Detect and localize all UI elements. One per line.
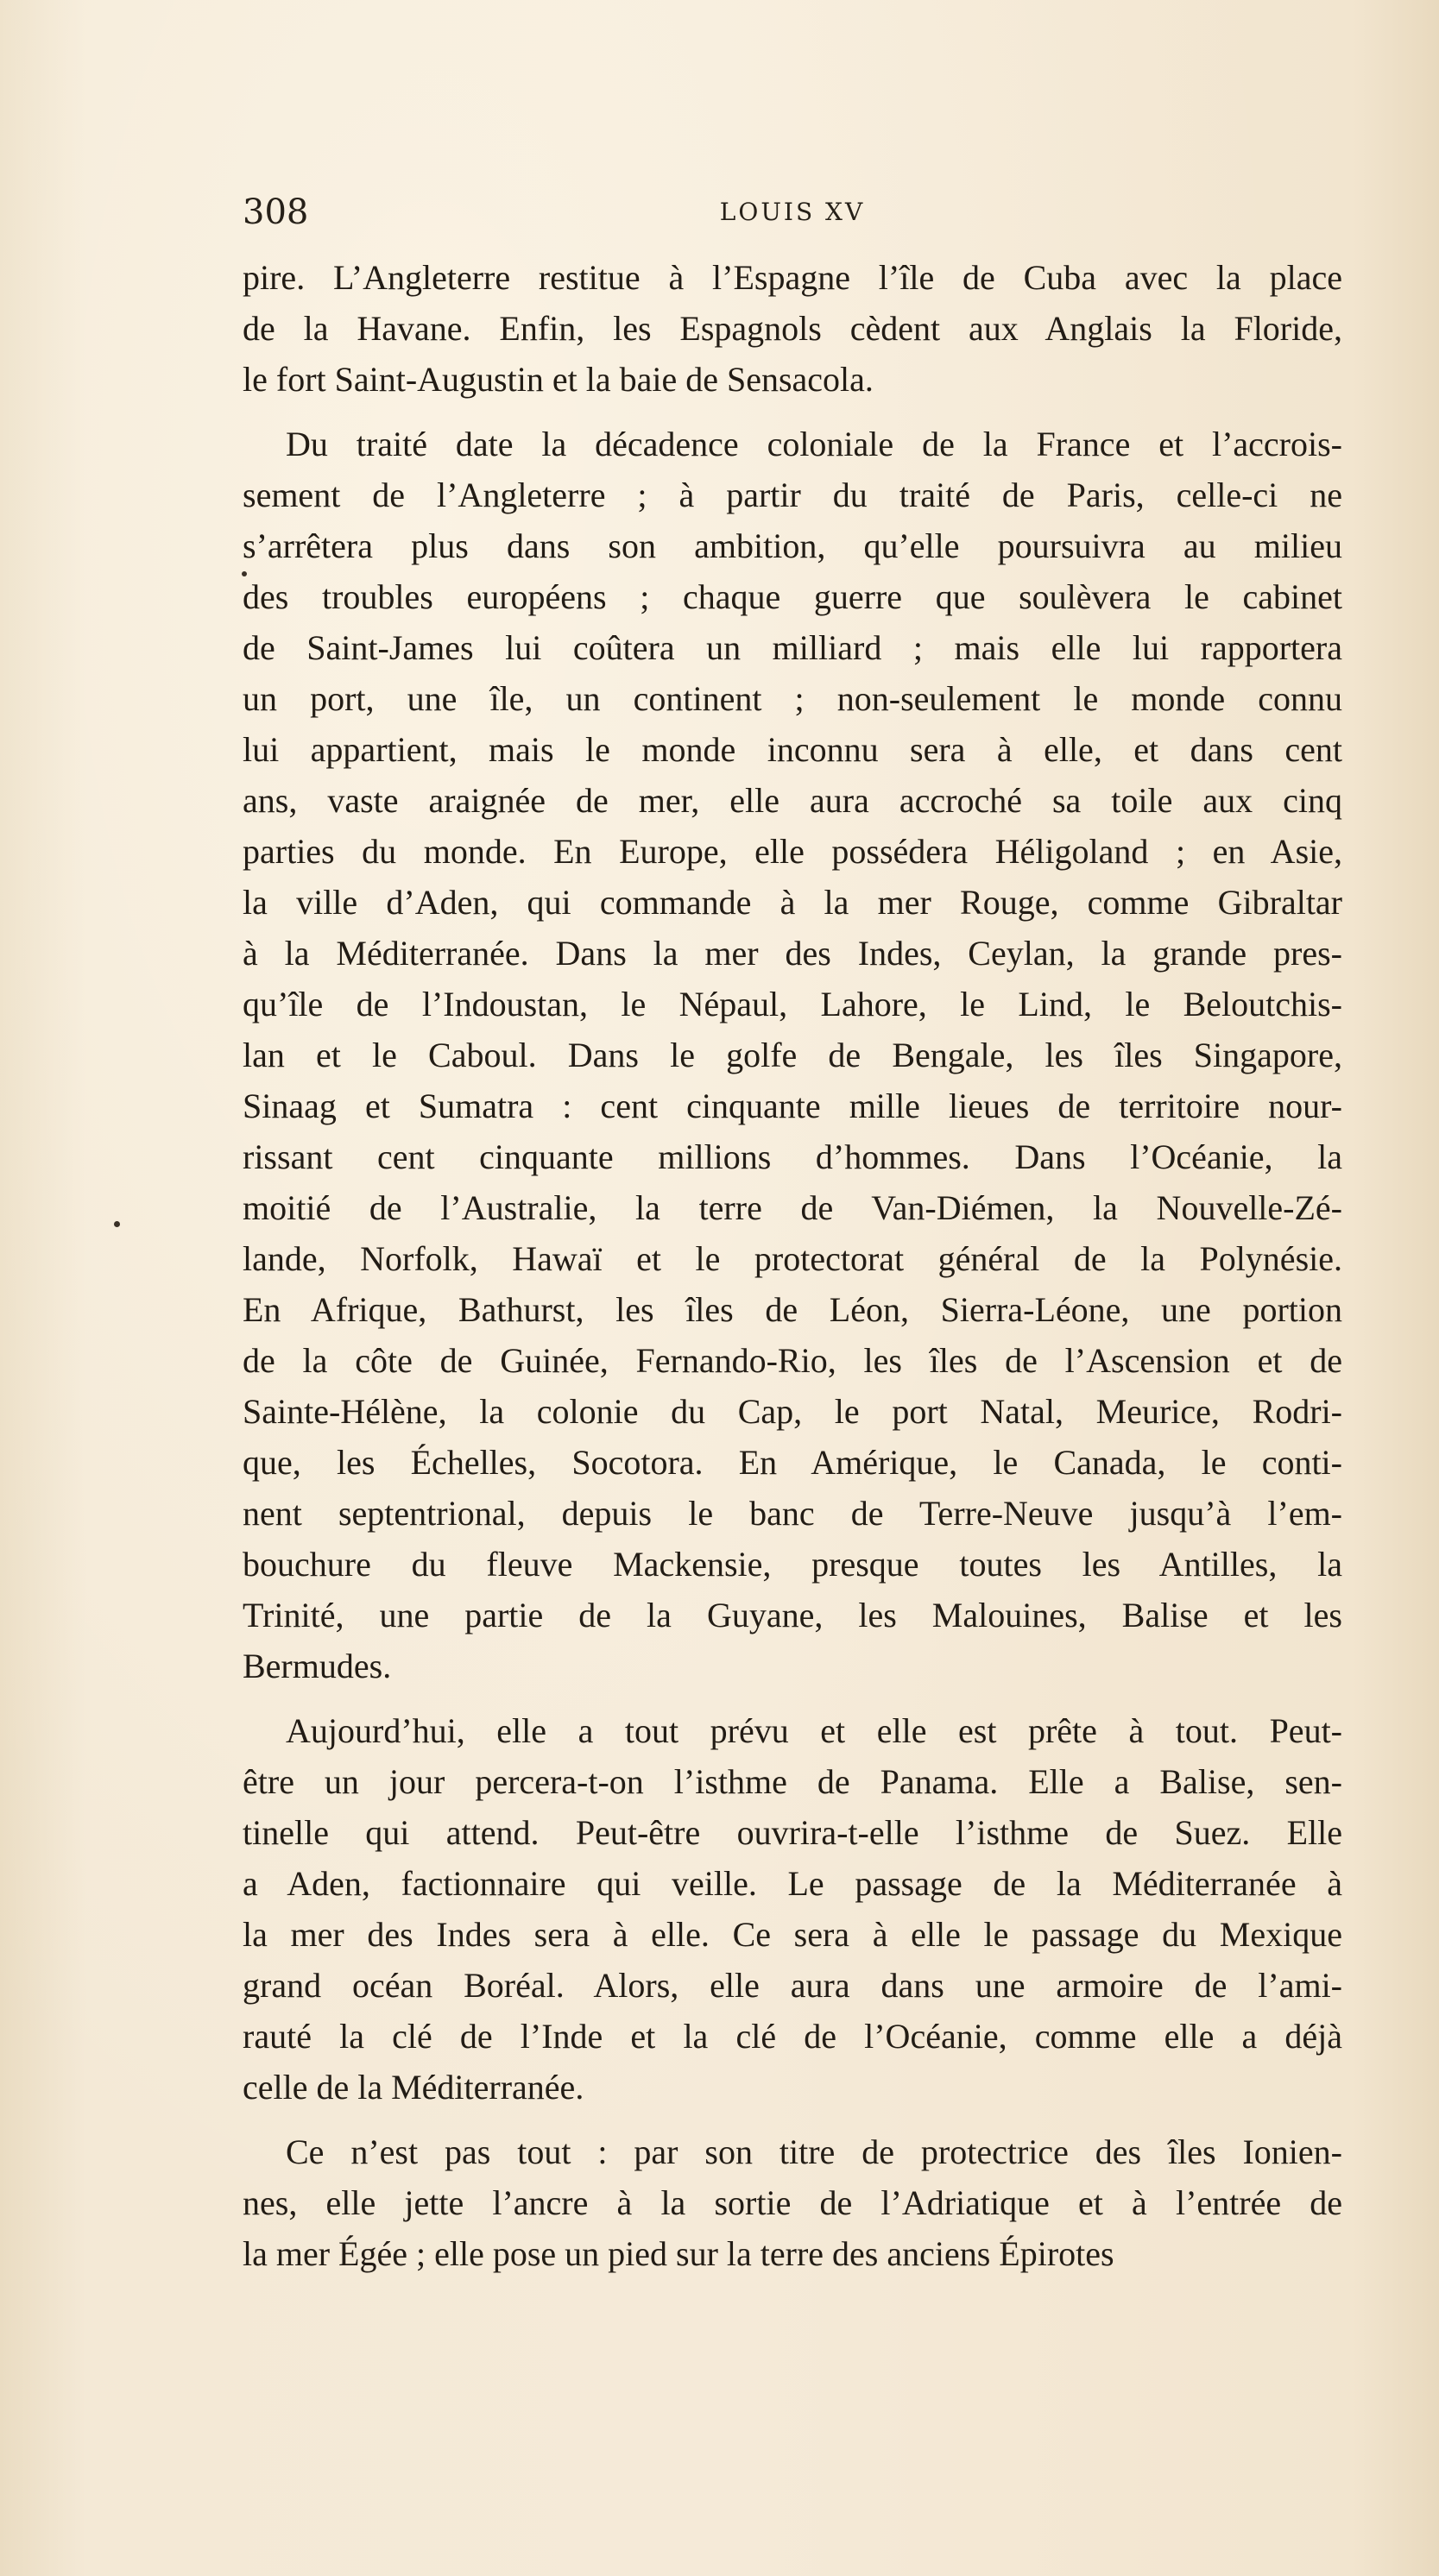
text-line: moitié de l’Australie, la terre de Van-Diémen, la Nouvelle-Zé- xyxy=(243,1188,1342,1227)
text-line: Trinité, une partie de la Guyane, les Malouines, Balise et les xyxy=(243,1596,1342,1634)
text-line: tinelle qui attend. Peut-être ouvrira-t-elle l’isthme de Suez. Elle xyxy=(243,1813,1342,1852)
text-line: lande, Norfolk, Hawaï et le protectorat général de la Polynésie. xyxy=(243,1239,1342,1278)
paragraph xyxy=(243,252,1342,405)
paragraph xyxy=(243,2126,1342,2279)
text-line: de Saint-James lui coûtera un milliard ; mais elle lui rapportera xyxy=(243,628,1342,667)
paragraph xyxy=(243,419,1342,1691)
text-line: ans, vaste araignée de mer, elle aura accroché sa toile aux cinq xyxy=(243,781,1342,820)
text-line: Bermudes. xyxy=(243,1647,392,1685)
text-line: rissant cent cinquante millions d’hommes. Dans l’Océanie, la xyxy=(243,1137,1342,1176)
ink-speck xyxy=(242,571,247,576)
text-line: celle de la Méditerranée. xyxy=(243,2068,584,2107)
text-line: que, les Échelles, Socotora. En Amérique, le Canada, le conti- xyxy=(243,1443,1342,1482)
text-line: parties du monde. En Europe, elle possédera Héligoland ; en Asie, xyxy=(243,832,1342,871)
text-line: Ce n’est pas tout : par son titre de protectrice des îles Ionien- xyxy=(286,2132,1342,2171)
paragraph xyxy=(243,1705,1342,2113)
text-line: Aujourd’hui, elle a tout prévu et elle est prête à tout. Peut- xyxy=(286,1711,1342,1750)
text-line: être un jour percera-t-on l’isthme de Panama. Elle a Balise, sen- xyxy=(243,1762,1342,1801)
text-line: Sinaag et Sumatra : cent cinquante mille lieues de territoire nour- xyxy=(243,1086,1342,1125)
text-line: le fort Saint-Augustin et la baie de Sensacola. xyxy=(243,360,874,399)
text-line: a Aden, factionnaire qui veille. Le passage de la Méditerranée à xyxy=(243,1864,1342,1903)
body-text xyxy=(243,252,1342,2293)
text-line: lan et le Caboul. Dans le golfe de Bengale, les îles Singapore, xyxy=(243,1036,1342,1074)
ink-speck xyxy=(114,1221,120,1227)
page-header xyxy=(243,192,1342,233)
text-line: grand océan Boréal. Alors, elle aura dans une armoire de l’ami- xyxy=(243,1966,1342,2005)
text-line: pire. L’Angleterre restitue à l’Espagne l’île de Cuba avec la place xyxy=(243,258,1342,297)
page-number: 308 xyxy=(243,192,309,232)
text-line: rauté la clé de l’Inde et la clé de l’Océanie, comme elle a déjà xyxy=(243,2017,1342,2056)
text-line: un port, une île, un continent ; non-seulement le monde connu xyxy=(243,679,1342,718)
text-line: s’arrêtera plus dans son ambition, qu’elle poursuivra au milieu xyxy=(243,526,1342,565)
text-line: bouchure du fleuve Mackensie, presque toutes les Antilles, la xyxy=(243,1545,1342,1584)
text-line: de la Havane. Enfin, les Espagnols cèdent aux Anglais la Floride, xyxy=(243,309,1342,348)
text-line: des troubles européens ; chaque guerre que soulèvera le cabinet xyxy=(243,577,1342,616)
text-line: sement de l’Angleterre ; à partir du traité de Paris, celle-ci ne xyxy=(243,476,1342,514)
text-line: lui appartient, mais le monde inconnu sera à elle, et dans cent xyxy=(243,730,1342,769)
text-line: qu’île de l’Indoustan, le Népaul, Lahore, le Lind, le Beloutchis- xyxy=(243,985,1342,1023)
text-line: la ville d’Aden, qui commande à la mer Rouge, comme Gibraltar xyxy=(243,883,1342,922)
text-line: Sainte-Hélène, la colonie du Cap, le port Natal, Meurice, Rodri- xyxy=(243,1392,1342,1431)
text-line: la mer des Indes sera à elle. Ce sera à elle le passage du Mexique xyxy=(243,1915,1342,1954)
text-line: nent septentrional, depuis le banc de Terre-Neuve jusqu’à l’em- xyxy=(243,1494,1342,1533)
running-title: LOUIS XV xyxy=(719,198,866,226)
text-line: de la côte de Guinée, Fernando-Rio, les îles de l’Ascension et de xyxy=(243,1341,1342,1380)
text-line: la mer Égée ; elle pose un pied sur la terre des anciens Épirotes xyxy=(243,2234,1114,2273)
text-line: à la Méditerranée. Dans la mer des Indes, Ceylan, la grande pres- xyxy=(243,934,1342,973)
text-line: Du traité date la décadence coloniale de la France et l’accrois- xyxy=(286,425,1342,463)
text-line: nes, elle jette l’ancre à la sortie de l’Adriatique et à l’entrée de xyxy=(243,2183,1342,2222)
text-line: En Afrique, Bathurst, les îles de Léon, Sierra-Léone, une portion xyxy=(243,1290,1342,1329)
